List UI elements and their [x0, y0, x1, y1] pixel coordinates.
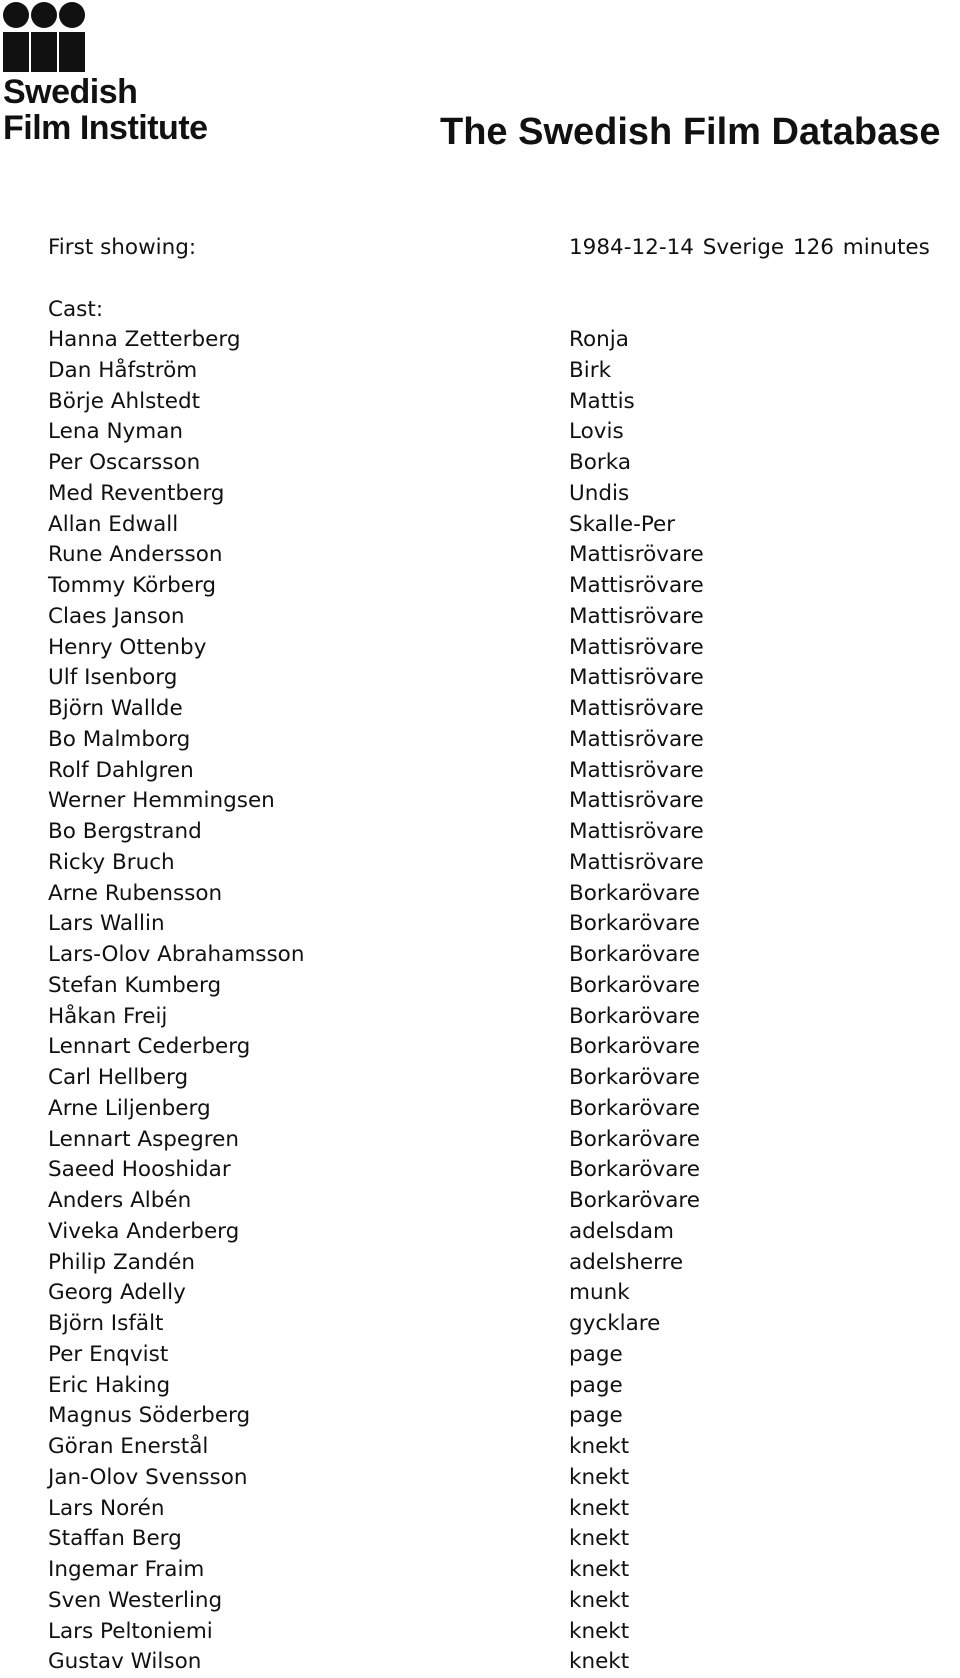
cast-actor-name: Staffan Berg [48, 1526, 182, 1552]
cast-actor-name: Henry Ottenby [48, 634, 207, 660]
cast-row [48, 1371, 928, 1402]
cast-role-name: Borkarövare [569, 1188, 701, 1213]
cast-role-name: knekt [569, 1526, 630, 1552]
cast-actor-name: Björn Wallde [48, 696, 183, 721]
cast-actor-name: Carl Hellberg [48, 1065, 189, 1090]
cast-actor-name: Philip Zandén [48, 1249, 196, 1275]
cast-role-name: Undis [569, 480, 630, 506]
cast-role-name: Borkarövare [569, 1034, 701, 1060]
first-showing-label: First showing: [48, 235, 197, 260]
cast-row [48, 1617, 928, 1648]
cast-role-name: Mattis [569, 388, 635, 414]
cast-list [48, 325, 928, 1678]
cast-role-name: knekt [569, 1587, 630, 1613]
cast-role-name: adelsdam [569, 1218, 674, 1244]
cast-actor-name: Håkan Freij [48, 1003, 168, 1029]
cast-row [48, 909, 928, 940]
cast-row [48, 848, 928, 879]
cast-role-name: Borka [569, 450, 631, 475]
cast-role-name: Skalle-Per [569, 511, 676, 537]
logo-line-2: Film Institute [3, 109, 208, 147]
cast-actor-name: Allan Edwall [48, 511, 179, 537]
cast-row [48, 1278, 928, 1309]
cast-row [48, 479, 928, 510]
logo-block [3, 32, 29, 72]
cast-row [48, 1032, 928, 1063]
cast-actor-name: Per Oscarsson [48, 450, 201, 475]
cast-actor-name: Björn Isfält [48, 1311, 164, 1336]
cast-role-name: Mattisrövare [569, 634, 704, 660]
logo-block [31, 32, 57, 72]
cast-role-name: Mattisrövare [569, 726, 704, 752]
cast-role-name: Borkarövare [569, 911, 701, 937]
cast-actor-name: Göran Enerstål [48, 1434, 209, 1459]
cast-actor-name: Arne Rubensson [48, 880, 223, 906]
cast-row [48, 1309, 928, 1340]
cast-row [48, 325, 928, 356]
cast-role-name: knekt [569, 1618, 630, 1644]
swedish-film-institute-logo [3, 2, 243, 152]
cast-row [48, 448, 928, 479]
cast-actor-name: Lars Norén [48, 1495, 165, 1521]
cast-row [48, 602, 928, 633]
swedish-film-institute-logo-icon [3, 2, 103, 74]
cast-role-name: Borkarövare [569, 942, 701, 967]
cast-row [48, 1248, 928, 1279]
cast-role-name: Mattisrövare [569, 819, 704, 844]
first-showing-row [48, 232, 948, 264]
cast-row [48, 1586, 928, 1617]
cast-role-name: Borkarövare [569, 1003, 701, 1029]
cast-actor-name: Lars Peltoniemi [48, 1618, 213, 1644]
cast-role-name: Mattisrövare [569, 696, 704, 721]
logo-dot [31, 2, 57, 28]
cast-role-name: knekt [569, 1495, 630, 1521]
cast-row [48, 1186, 928, 1217]
cast-row [48, 1094, 928, 1125]
cast-role-name: knekt [569, 1434, 630, 1459]
cast-actor-name: Bo Malmborg [48, 726, 191, 752]
cast-actor-name: Gustav Wilson [48, 1649, 202, 1675]
cast-role-name: knekt [569, 1557, 630, 1582]
cast-row [48, 1401, 928, 1432]
cast-actor-name: Eric Haking [48, 1372, 171, 1398]
cast-role-name: knekt [569, 1649, 630, 1675]
cast-row [48, 356, 928, 387]
cast-actor-name: Per Enqvist [48, 1341, 169, 1367]
cast-actor-name: Jan-Olov Svensson [48, 1464, 248, 1490]
cast-row [48, 786, 928, 817]
cast-row [48, 540, 928, 571]
cast-row [48, 879, 928, 910]
cast-actor-name: Tommy Körberg [48, 573, 217, 598]
cast-row [48, 1155, 928, 1186]
cast-role-name: Borkarövare [569, 1065, 701, 1090]
cast-row [48, 1002, 928, 1033]
first-showing-value: 1984-12-14 Sverige 126 minutes [569, 235, 930, 260]
cast-role-name: page [569, 1341, 623, 1367]
cast-row [48, 1063, 928, 1094]
cast-role-name: munk [569, 1280, 630, 1306]
cast-role-name: Mattisrövare [569, 573, 704, 598]
cast-role-name: Lovis [569, 419, 624, 445]
cast-actor-name: Werner Hemmingsen [48, 788, 275, 814]
cast-row [48, 971, 928, 1002]
cast-row [48, 725, 928, 756]
cast-actor-name: Claes Janson [48, 603, 185, 629]
cast-actor-name: Ulf Isenborg [48, 665, 178, 691]
cast-role-name: Mattisrövare [569, 757, 704, 783]
cast-actor-name: Viveka Anderberg [48, 1218, 240, 1244]
cast-role-name: Mattisrövare [569, 542, 704, 568]
cast-actor-name: Georg Adelly [48, 1280, 186, 1306]
cast-role-name: adelsherre [569, 1249, 684, 1275]
logo-wordmark [3, 74, 208, 146]
cast-role-name: Borkarövare [569, 1157, 701, 1183]
cast-actor-name: Med Reventberg [48, 480, 225, 506]
cast-row [48, 571, 928, 602]
cast-row [48, 940, 928, 971]
cast-row [48, 1432, 928, 1463]
cast-role-name: Borkarövare [569, 1126, 701, 1152]
cast-actor-name: Ingemar Fraim [48, 1557, 205, 1582]
cast-row [48, 1555, 928, 1586]
cast-row [48, 633, 928, 664]
cast-role-name: Borkarövare [569, 972, 701, 998]
cast-actor-name: Sven Westerling [48, 1587, 223, 1613]
cast-row [48, 1494, 928, 1525]
cast-role-name: gycklare [569, 1311, 661, 1336]
cast-row [48, 1463, 928, 1494]
cast-row [48, 756, 928, 787]
cast-role-name: Birk [569, 357, 612, 383]
cast-row [48, 417, 928, 448]
cast-actor-name: Bo Bergstrand [48, 819, 202, 844]
logo-dot [59, 2, 85, 28]
cast-role-name: Borkarövare [569, 1095, 701, 1121]
cast-row [48, 1125, 928, 1156]
cast-row [48, 387, 928, 418]
logo-dot [3, 2, 29, 28]
cast-role-name: Mattisrövare [569, 665, 704, 691]
cast-actor-name: Dan Håfström [48, 357, 198, 383]
cast-actor-name: Rolf Dahlgren [48, 757, 194, 783]
cast-actor-name: Lena Nyman [48, 419, 184, 445]
cast-actor-name: Hanna Zetterberg [48, 327, 241, 352]
cast-actor-name: Saeed Hooshidar [48, 1157, 231, 1183]
cast-row [48, 1217, 928, 1248]
cast-role-name: Mattisrövare [569, 603, 704, 629]
cast-actor-name: Ricky Bruch [48, 849, 175, 875]
cast-role-name: Ronja [569, 327, 629, 352]
cast-role-name: Mattisrövare [569, 788, 704, 814]
cast-row [48, 510, 928, 541]
logo-line-1: Swedish [3, 73, 138, 111]
cast-row [48, 694, 928, 725]
cast-role-name: page [569, 1372, 623, 1398]
cast-actor-name: Stefan Kumberg [48, 972, 222, 998]
cast-role-name: knekt [569, 1464, 630, 1490]
cast-row [48, 817, 928, 848]
cast-row [48, 1524, 928, 1555]
cast-actor-name: Magnus Söderberg [48, 1403, 251, 1429]
cast-role-name: Mattisrövare [569, 849, 704, 875]
cast-actor-name: Börje Ahlstedt [48, 388, 201, 414]
cast-actor-name: Lennart Cederberg [48, 1034, 251, 1060]
cast-row [48, 1340, 928, 1371]
cast-actor-name: Lars-Olov Abrahamsson [48, 942, 305, 967]
cast-role-name: Borkarövare [569, 880, 701, 906]
cast-heading: Cast: [48, 297, 104, 322]
cast-row [48, 1647, 928, 1678]
cast-actor-name: Anders Albén [48, 1188, 192, 1213]
cast-actor-name: Lennart Aspegren [48, 1126, 240, 1152]
cast-actor-name: Lars Wallin [48, 911, 165, 937]
logo-block [59, 32, 85, 72]
cast-actor-name: Rune Andersson [48, 542, 223, 568]
cast-actor-name: Arne Liljenberg [48, 1095, 211, 1121]
page-title: The Swedish Film Database [440, 111, 941, 153]
cast-row [48, 663, 928, 694]
cast-role-name: page [569, 1403, 623, 1429]
